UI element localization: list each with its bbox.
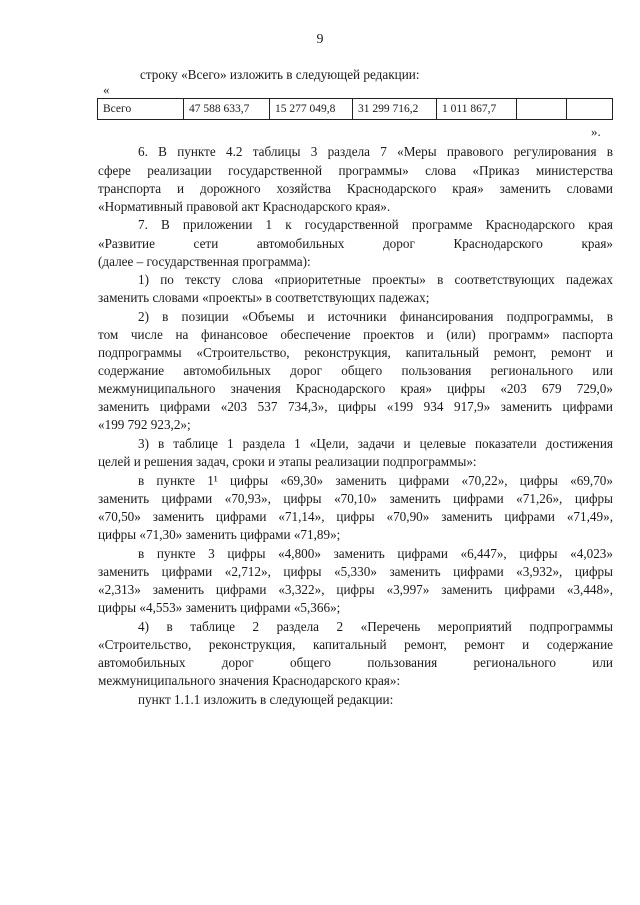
intro-line: строку «Всего» изложить в следующей редакции: <box>140 67 420 82</box>
paragraph-line: (далее – государственная программа): <box>98 254 311 269</box>
table-cell <box>567 99 613 120</box>
paragraph-line: «70,50» заменить цифрами «71,14», цифры «70,90» заменить цифрами «71,49», <box>98 509 613 524</box>
table-cell: 47 588 633,7 <box>184 99 270 120</box>
paragraph-line: 2) в позиции «Объемы и источники финансирования подпрограммы, в <box>138 309 613 324</box>
table-cell <box>517 99 567 120</box>
table-cell: 1 011 867,7 <box>437 99 517 120</box>
paragraph-line: 4) в таблице 2 раздела 2 «Перечень мероприятий подпрограммы <box>138 619 613 634</box>
paragraph-line: сфере реализации государственной программы» слова «Приказ министерства <box>98 163 613 178</box>
paragraph-line: в пункте 1¹ цифры «69,30» заменить цифрами «70,22», цифры «69,70» <box>138 473 613 488</box>
paragraph-line: содержание автомобильных дорог общего пользования регионального или <box>98 363 613 378</box>
paragraph-line: том числе на финансовое обеспечение проектов и (или) программ» паспорта <box>98 327 613 342</box>
paragraph-line: автомобильных дорог общего пользования регионального или <box>98 655 613 670</box>
paragraph-line: межмуниципального значения Краснодарского края» цифры «203 679 729,0» <box>98 381 613 396</box>
paragraph-line: 1) по тексту слова «приоритетные проекты» в соответствующих падежах <box>138 272 613 287</box>
paragraph-line: заменить цифрами «203 537 734,3», цифры «199 934 917,9» заменить цифрами <box>98 399 613 414</box>
paragraph-line: заменить словами «проекты» в соответствующих падежах; <box>98 290 430 305</box>
table-row <box>98 99 613 120</box>
table-cell: Всего <box>98 99 184 120</box>
total-row-table <box>97 98 613 120</box>
paragraph-line: 7. В приложении 1 к государственной программе Краснодарского края <box>138 217 613 232</box>
paragraph-line: межмуниципального значения Краснодарского края»: <box>98 673 401 688</box>
paragraph-line: «Строительство, реконструкция, капитальный ремонт, ремонт и содержание <box>98 637 613 652</box>
quote-open: « <box>103 82 110 97</box>
quote-close: ». <box>591 124 601 139</box>
paragraph-line: 3) в таблице 1 раздела 1 «Цели, задачи и целевые показатели достижения <box>138 436 613 451</box>
paragraph-line: «2,313» заменить цифрами «3,322», цифры «3,997» заменить цифрами «3,448», <box>98 582 613 597</box>
paragraph-line: целей и решения задач, сроки и этапы реализации подпрограммы»: <box>98 454 477 469</box>
paragraph-line: «Нормативный правовой акт Краснодарского края». <box>98 199 391 214</box>
paragraph-line: «199 792 923,2»; <box>98 417 191 432</box>
paragraph-line: транспорта и дорожного хозяйства Краснодарского края» заменить словами <box>98 181 613 196</box>
table-cell: 15 277 049,8 <box>270 99 353 120</box>
paragraph-line: подпрограммы «Строительство, реконструкция, капитальный ремонт, ремонт и <box>98 345 613 360</box>
paragraph-line: 6. В пункте 4.2 таблицы 3 раздела 7 «Меры правового регулирования в <box>138 144 613 159</box>
paragraph-line: «Развитие сети автомобильных дорог Краснодарского края» <box>98 236 613 251</box>
paragraph-line: заменить цифрами «2,712», цифры «5,330» заменить цифрами «3,932», цифры <box>98 564 613 579</box>
paragraph-line: в пункте 3 цифры «4,800» заменить цифрами «6,447», цифры «4,023» <box>138 546 613 561</box>
paragraph-line: заменить цифрами «70,93», цифры «70,10» заменить цифрами «71,26», цифры <box>98 491 613 506</box>
paragraph-line: цифры «71,30» заменить цифрами «71,89»; <box>98 527 341 542</box>
table-cell: 31 299 716,2 <box>353 99 437 120</box>
page-number: 9 <box>316 32 324 47</box>
paragraph-line: пункт 1.1.1 изложить в следующей редакции: <box>138 692 394 707</box>
paragraph-line: цифры «4,553» заменить цифрами «5,366»; <box>98 600 341 615</box>
